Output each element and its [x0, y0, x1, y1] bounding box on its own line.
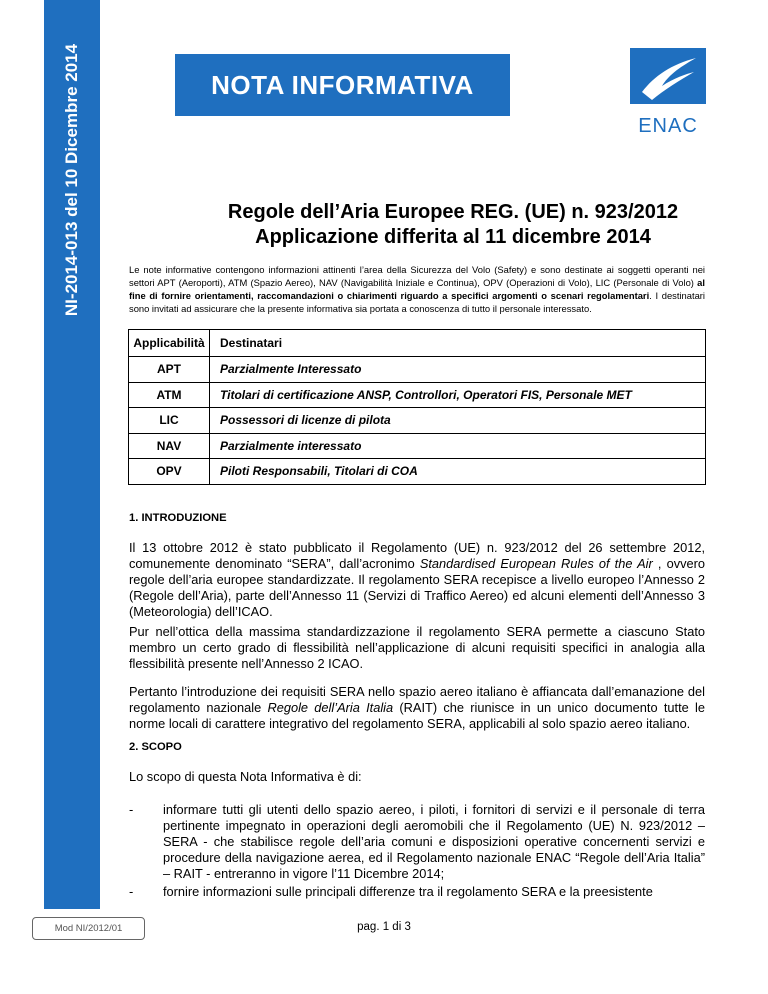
form-code-box: Mod NI/2012/01: [32, 917, 145, 940]
row-recipients: Parzialmente Interessato: [210, 357, 706, 383]
title-line-2: Applicazione differita al 11 dicembre 2014: [255, 226, 651, 248]
applicability-table: [128, 329, 706, 485]
s1p1-text-a: Il 13 ottobre 2012 è stato pubblicato il Regolamento (UE) n. 923/2012 del 26 settembre 2012, comunemente denominato “SERA”, dall’acronimo: [129, 540, 705, 571]
s1p3-text-a: Pertanto l’introduzione dei requisiti SERA nello spazio aereo italiano è affiancata dall’emanazione del regolamento nazionale: [129, 684, 705, 715]
intro-text-2: . I destinatari sono invitati ad assicurare che la presente informativa sia portata a conoscenza di tutto il personale interessato.: [129, 290, 705, 314]
row-recipients: Titolari di certificazione ANSP, Controllori, Operatori FIS, Personale MET: [210, 382, 706, 408]
row-recipients: Possessori di licenze di pilota: [210, 408, 706, 434]
bullet-text: informare tutti gli utenti dello spazio aereo, i piloti, i fornitori di servizi e il personale di terra pertinente impegnato in operazioni degli aeromobili che il Regolamento (UE) N. 923/2012 – SERA - che stabilisce regole dell’aria comuni e disposizioni operative concernenti servizi e procedure della navigazione aerea, ed il Regolamento nazionale ENAC “Regole dell’Aria Italia” – RAIT - entreranno in vigore l’11 Dicembre 2014;: [163, 802, 705, 881]
enac-logo: [628, 46, 708, 142]
row-sector: OPV: [129, 459, 210, 485]
row-sector: APT: [129, 357, 210, 383]
section-1-paragraph-1: [129, 540, 705, 620]
s1p3-text-b: (RAIT) che riunisce in un unico documento tutte le norme locali di carattere integrativo del regolamento SERA, applicabili al solo spazio aereo italiano.: [129, 700, 705, 731]
row-sector: ATM: [129, 382, 210, 408]
nota-informativa-banner: NOTA INFORMATIVA: [175, 54, 510, 116]
intro-text-bold: al fine di fornire orientamenti, raccomandazioni o chiarimenti riguardo a specifici argomenti o scenari regolamentari: [129, 277, 705, 301]
s1p1-text-b: , ovvero regole dell’aria europee standardizzate. Il regolamento SERA recepisce a livello europeo l’Annesso 2 (Regole dell’Aria), parte dell’Annesso 11 (Servizi di Traffico Aereo) ed alcuni elementi dell’Annesso 3 (Meteorologia) dell’ICAO.: [129, 556, 705, 619]
page-number: pag. 1 di 3: [357, 921, 411, 933]
document-title: [138, 200, 768, 250]
bullet-dash: -: [129, 884, 134, 899]
row-sector: LIC: [129, 408, 210, 434]
section-1-paragraph-3: [129, 684, 705, 732]
table-row: [129, 433, 706, 459]
title-line-1: Regole dell’Aria Europee REG. (UE) n. 923/2012: [227, 201, 679, 223]
section-1-paragraph-2: Pur nell’ottica della massima standardizzazione il regolamento SERA permette a ciascuno Stato membro un certo grado di flessibilità nell’applicazione di alcuni requisiti specifici in analogia alla flessibilità presente nell’Annesso 2 ICAO.: [129, 624, 705, 671]
bullet-text: fornire informazioni sulle principali differenze tra il regolamento SERA e la preesistente: [163, 884, 653, 899]
table-row: [129, 357, 706, 383]
bullet-dash: -: [129, 802, 134, 817]
intro-paragraph: [129, 263, 705, 315]
row-recipients: Piloti Responsabili, Titolari di COA: [210, 459, 706, 485]
section-1-heading: 1. INTRODUZIONE: [129, 512, 227, 524]
row-recipients: Parzialmente interessato: [210, 433, 706, 459]
table-row: [129, 408, 706, 434]
table-header-row: [129, 330, 706, 357]
section-2-heading: 2. SCOPO: [129, 741, 182, 753]
header-applicabilita: Applicabilità: [129, 330, 210, 357]
s1p1-italic: Standardised European Rules of the Air: [419, 556, 653, 571]
intro-text-1: Le note informative contengono informazioni attinenti l’area della Sicurezza del Volo (Safety) e sono destinate ai soggetti operanti nei settori APT (Aeroporti), ATM (Spazio Aereo), NAV (Navigabilità Iniziale e Continua), OPV (Operazioni di Volo), LIC (Personale di Volo): [129, 264, 705, 288]
logo-text: ENAC: [638, 115, 698, 137]
document-id: NI-2014-013 del 10 Dicembre 2014: [62, 43, 81, 317]
s1p3-italic: Regole dell’Aria Italia: [267, 700, 394, 715]
header-destinatari: Destinatari: [210, 330, 706, 357]
table-row: [129, 459, 706, 485]
table-row: [129, 382, 706, 408]
section-2-lead: Lo scopo di questa Nota Informativa è di:: [129, 769, 362, 784]
row-sector: NAV: [129, 433, 210, 459]
